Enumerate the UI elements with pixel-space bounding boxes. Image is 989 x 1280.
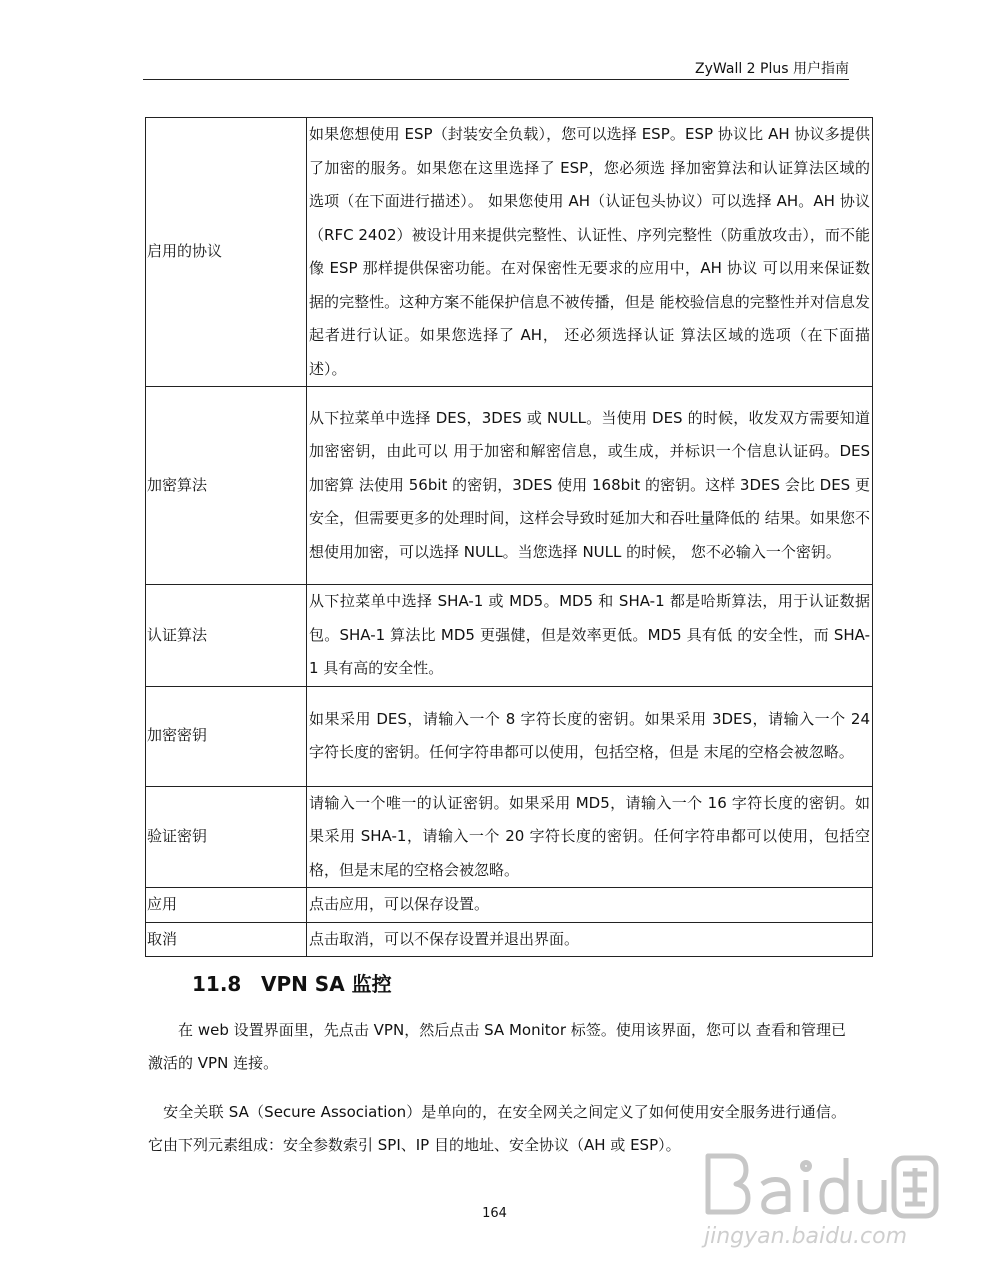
- table-row: [146, 387, 873, 585]
- section-heading: [192, 968, 392, 997]
- table-row: [146, 888, 873, 923]
- section-number: 11.8: [192, 972, 242, 996]
- section-title: VPN SA 监控: [260, 972, 392, 996]
- baidu-watermark: [700, 1134, 940, 1269]
- watermark-url: jingyan.baidu.com: [704, 1224, 908, 1249]
- page-number: 164: [482, 1206, 507, 1221]
- header-title: ZyWall 2 Plus 用户指南: [695, 61, 849, 77]
- table-row: [146, 922, 873, 957]
- body-paragraph: 安全关联 SA（Secure Association）是单向的，在安全网关之间定义了如何使用安全服务进行通信。它由下列元素组成：安全参数索引 SPI、IP 目的地址、安全协议（AH 或 ESP）。: [148, 1103, 846, 1154]
- param-description: 从下拉菜单中选择 DES，3DES 或 NULL。当使用 DES 的时候，收发双方需要知道加密密钥，由此可以 用于加密和解密信息，或生成，并标识一个信息认证码。DES 加密算 法使用 56bit 的密钥，3DES 使用 168bit 的密钥。这样 3DES 会比 DES 更 安全，但需要更多的处理时间，这样会导致时延加大和吞吐量降低的 结果。如果您不想使用加密，可以选择 NULL。当您选择 NULL 的时候， 您不必输入一个密钥。: [307, 387, 873, 585]
- param-name: 加密算法: [146, 387, 307, 585]
- baidu-jingyan-logo: [700, 1134, 940, 1222]
- parameter-table: [145, 117, 873, 957]
- param-name: 启用的协议: [146, 118, 307, 387]
- param-name: 验证密钥: [146, 786, 307, 888]
- param-name: 认证算法: [146, 585, 307, 687]
- param-name: 应用: [146, 888, 307, 923]
- param-description: 如果您想使用 ESP（封装安全负载），您可以选择 ESP。ESP 协议比 AH 协议多提供了加密的服务。如果您在这里选择了 ESP，您必须选 择加密算法和认证算法区域的选项（在下面进行描述）。 如果您使用 AH（认证包头协议）可以选择 AH。AH 协议（RFC 2402）被设计用来提供完整性、认证性、序列完整性（防重放攻击），而不能像 ESP 那样提供保密功能。在对保密性无要求的应用中，AH 协议 可以用来保证数据的完整性。这种方案不能保护信息不被传播，但是 能校验信息的完整性并对信息发起者进行认证。如果您选择了 AH， 还必须选择认证 算法区域的选项（在下面描述）。: [307, 118, 873, 387]
- table-row: [146, 786, 873, 888]
- param-description: 如果采用 DES，请输入一个 8 字符长度的密钥。如果采用 3DES，请输入一个 24 字符长度的密钥。任何字符串都可以使用，包括空格，但是 末尾的空格会被忽略。: [307, 686, 873, 786]
- param-description: 点击取消，可以不保存设置并退出界面。: [307, 922, 873, 957]
- param-description: 点击应用，可以保存设置。: [307, 888, 873, 923]
- body-paragraph: 在 web 设置界面里，先点击 VPN，然后点击 SA Monitor 标签。使用该界面，您可以 查看和管理已激活的 VPN 连接。: [148, 1021, 846, 1072]
- param-description: 请输入一个唯一的认证密钥。如果采用 MD5，请输入一个 16 字符长度的密钥。如果采用 SHA-1，请输入一个 20 字符长度的密钥。任何字符串都可以使用，包括空格，但是末尾的空格会被忽略。: [307, 786, 873, 888]
- table-row: [146, 585, 873, 687]
- table-row: [146, 118, 873, 387]
- param-description: 从下拉菜单中选择 SHA-1 或 MD5。MD5 和 SHA-1 都是哈斯算法，用于认证数据包。SHA-1 算法比 MD5 更强健，但是效率更低。MD5 具有低 的安全性，而 SHA-1 具有高的安全性。: [307, 585, 873, 687]
- header-rule: [143, 79, 849, 80]
- param-name: 取消: [146, 922, 307, 957]
- table-row: [146, 686, 873, 786]
- param-name: 加密密钥: [146, 686, 307, 786]
